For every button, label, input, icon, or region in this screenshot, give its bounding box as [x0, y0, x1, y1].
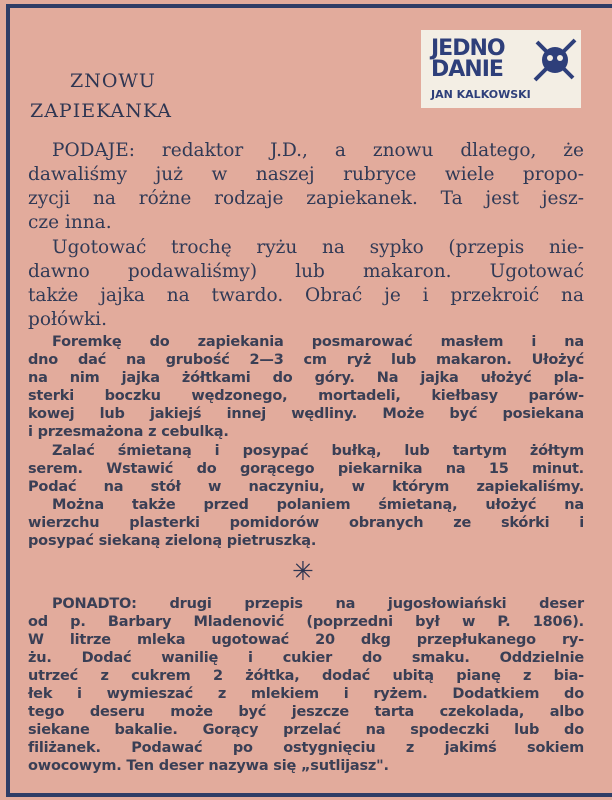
text-line: od p. Barbary Mladenović (poprzedni był w P. 1806). — [28, 614, 584, 630]
text-line: Ugotować trochę ryżu na sypko (przepis nie- — [52, 237, 584, 258]
border-top — [6, 4, 612, 8]
logo-line-1: JEDNO — [431, 36, 505, 61]
text-line: na nim jajka żółtkami do góry. Na jajka ułożyć pla- — [28, 370, 584, 386]
text-line: dno dać na grubość 2—3 cm ryż lub makaron. Ułożyć — [28, 352, 584, 368]
text-line: posypać siekaną zieloną pietruszką. — [28, 533, 317, 549]
text-line: W litrze mleka ugotować 20 dkg przepłukanego ry- — [28, 632, 584, 648]
logo-line-2: DANIE — [431, 57, 503, 82]
author-name: JAN KALKOWSKI — [431, 88, 531, 101]
fork-knife-icon — [531, 34, 579, 86]
text-line: Zalać śmietaną i posypać bułką, lub tartym żółtym — [52, 443, 584, 459]
text-line: utrzeć z cukrem 2 żółtka, dodać ubitą pianę z bia- — [28, 668, 584, 684]
text-line: filiżanek. Podawać po ostygnięciu z jakimś sokiem — [28, 740, 584, 756]
text-line: cze inna. — [28, 212, 112, 233]
text-line: tego deseru może być jeszcze tarta czekolada, albo — [28, 704, 584, 720]
text-line: kowej lub jakiejś innej wędliny. Może być posiekana — [28, 406, 584, 422]
text-line: PODAJE: redaktor J.D., a znowu dlatego, że — [52, 140, 584, 161]
text-line: owocowym. Ten deser nazywa się „sutlijasz". — [28, 758, 389, 774]
text-line: połówki. — [28, 309, 107, 330]
text-line: żu. Dodać wanilię i cukier do smaku. Oddzielnie — [28, 650, 584, 666]
text-line: Podać na stół w naczyniu, w którym zapiekaliśmy. — [28, 479, 584, 495]
text-line: wierzchu plasterki pomidorów obranych ze skórki i — [28, 515, 584, 531]
star-separator-icon: ✳ — [292, 557, 314, 587]
logo-text — [431, 38, 505, 80]
text-line: także jajka na twardo. Obrać je i przekroić na — [28, 285, 584, 306]
text-line: i przesmażona z cebulką. — [28, 424, 229, 440]
text-line: siekane bakalie. Gorący przelać na spodeczki lub do — [28, 722, 584, 738]
text-line: serem. Wstawić do gorącego piekarnika na 15 minut. — [28, 461, 584, 477]
text-line: PONADTO: drugi przepis na jugosłowiański deser — [52, 596, 584, 612]
border-bottom — [6, 793, 612, 797]
column-logo — [421, 30, 581, 108]
text-line: zycji na różne rodzaje zapiekanek. Ta jest jesz- — [28, 188, 584, 209]
title-line-2: ZAPIEKANKA — [30, 100, 172, 122]
text-line: Foremkę do zapiekania posmarować masłem i na — [52, 334, 584, 350]
border-left — [6, 6, 10, 796]
text-line: łek i wymieszać z mlekiem i ryżem. Dodatkiem do — [28, 686, 584, 702]
text-line: sterki boczku wędzonego, mortadeli, kiełbasy parów- — [28, 388, 584, 404]
title-line-1: ZNOWU — [70, 70, 156, 92]
text-line: dawno podawaliśmy) lub makaron. Ugotować — [28, 261, 584, 282]
text-line: dawaliśmy już w naszej rubryce wiele propo- — [28, 164, 584, 185]
text-line: Można także przed polaniem śmietaną, ułożyć na — [52, 497, 584, 513]
